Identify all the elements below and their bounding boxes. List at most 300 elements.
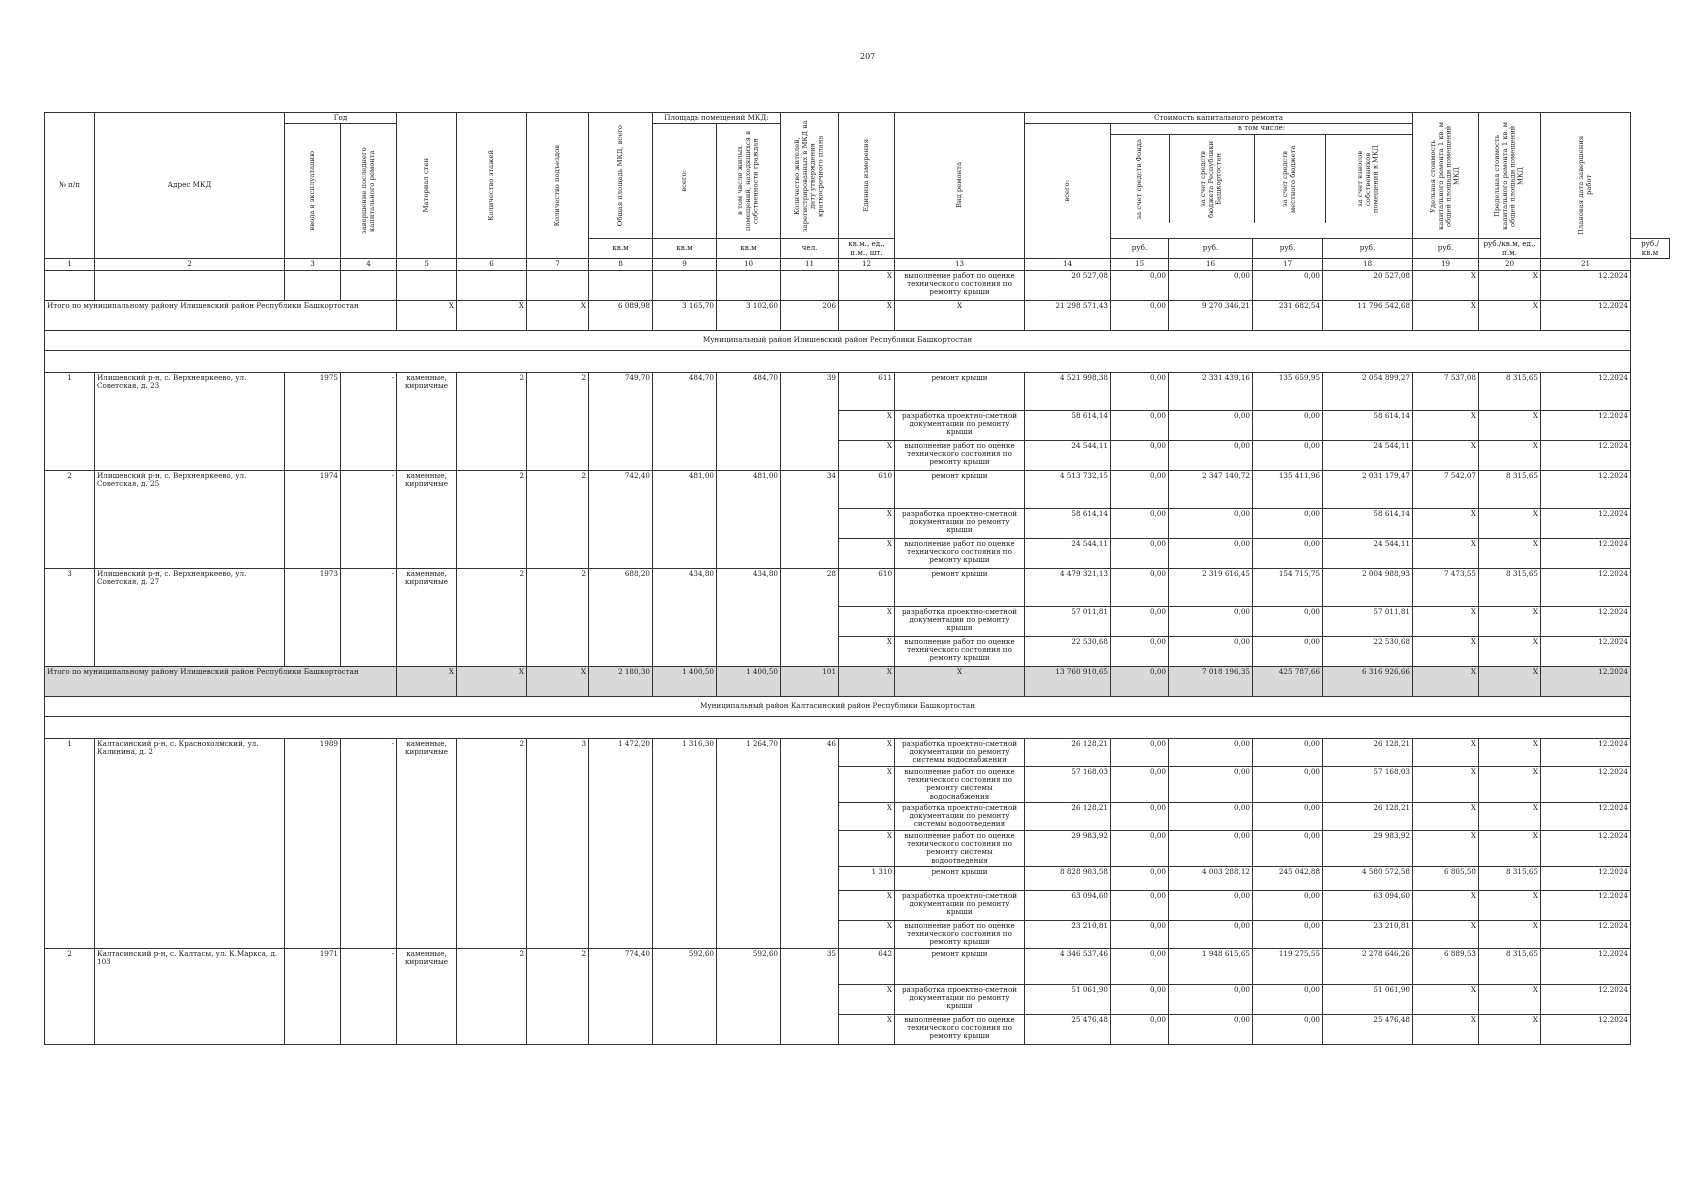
hdr-unit: Единица измерения	[861, 139, 870, 212]
max-cost: X	[1479, 606, 1541, 636]
cost-total: 4 479 321,13	[1025, 568, 1111, 606]
residents: 28	[781, 568, 839, 666]
total-unit: X	[839, 300, 895, 330]
wall-material: каменные, кирпичные	[397, 372, 457, 470]
unit-cost: X	[1413, 606, 1479, 636]
unit-cost: 6 805,50	[1413, 866, 1479, 890]
cost-fund: 0,00	[1111, 538, 1169, 568]
max-cost: 8 315,65	[1479, 866, 1541, 890]
entrances: 2	[527, 568, 589, 666]
entrances: 2	[527, 372, 589, 470]
cost-mb: 0,00	[1253, 508, 1323, 538]
cost-fund: 0,00	[1111, 372, 1169, 410]
total-area: 774,40	[589, 948, 653, 1044]
repair-type: разработка проектно-сметной документации по ремонту крыши	[895, 508, 1025, 538]
cost-owners: 2 004 988,93	[1323, 568, 1413, 606]
year-last-repair: -	[341, 948, 397, 1044]
unit-value: X	[839, 802, 895, 830]
column-number: 18	[1323, 258, 1413, 270]
table-row	[45, 372, 1670, 410]
max-cost: X	[1479, 636, 1541, 666]
column-number: 3	[285, 258, 341, 270]
hdr-num: № п/п	[45, 113, 95, 259]
total-label: Итого по муниципальному району Илишевский район Республики Башкортостан	[45, 666, 397, 696]
plan-date: 12.2024	[1541, 568, 1631, 606]
cost-fund: 0,00	[1111, 636, 1169, 666]
repair-type: ремонт крыши	[895, 948, 1025, 984]
unit-rub-4: руб.	[1323, 239, 1413, 259]
total-residents: 101	[781, 666, 839, 696]
max-cost: X	[1479, 538, 1541, 568]
empty-cell	[781, 270, 839, 300]
unit-cost: X	[1413, 1014, 1479, 1044]
total-x: X	[527, 300, 589, 330]
column-number: 5	[397, 258, 457, 270]
cost-rb: 0,00	[1169, 410, 1253, 440]
cost-rb: 2 347 140,72	[1169, 470, 1253, 508]
max-cost: X	[1479, 440, 1541, 470]
row-number: 1	[45, 372, 95, 470]
unit-value: X	[839, 606, 895, 636]
unit-cost: X	[1413, 410, 1479, 440]
cost-rb: 0,00	[1169, 606, 1253, 636]
total-area-all: 1 400,50	[653, 666, 717, 696]
plan-date: 12.2024	[1541, 766, 1631, 802]
plan-date: 12.2024	[1541, 866, 1631, 890]
unit-value: X	[839, 738, 895, 766]
entrances: 2	[527, 470, 589, 568]
hdr-address: Адрес МКД	[95, 113, 285, 259]
cost-rb: 2 331 439,16	[1169, 372, 1253, 410]
total-row	[45, 300, 1670, 330]
unit-rub-3: руб.	[1253, 239, 1323, 259]
column-numbers-row	[45, 258, 1670, 270]
plan-date: 12.2024	[1541, 1014, 1631, 1044]
section-title: Муниципальный район Калтасинский район Республики Башкортостан	[45, 696, 1631, 716]
total-pred: X	[1479, 300, 1541, 330]
max-cost: 8 315,65	[1479, 948, 1541, 984]
cost-mb: 0,00	[1253, 830, 1323, 866]
max-cost: X	[1479, 1014, 1541, 1044]
wall-material: каменные, кирпичные	[397, 738, 457, 948]
cost-owners: 24 544,11	[1323, 440, 1413, 470]
wall-material: каменные, кирпичные	[397, 470, 457, 568]
cost-rb: 0,00	[1169, 920, 1253, 948]
plan-date: 12.2024	[1541, 636, 1631, 666]
cost-total: 63 094,60	[1025, 890, 1111, 920]
total-area-owned: 1 400,50	[717, 666, 781, 696]
unit-rub-5: руб.	[1413, 239, 1479, 259]
unit-value: 610	[839, 470, 895, 508]
unit-value: X	[839, 984, 895, 1014]
unit-value: 642	[839, 948, 895, 984]
repair-type: разработка проектно-сметной документации по ремонту крыши	[895, 890, 1025, 920]
cost-total: 4 521 998,38	[1025, 372, 1111, 410]
hdr-cost-fund: за счет средств Фонда	[1135, 138, 1144, 220]
cost-rb: 0,00	[1169, 830, 1253, 866]
table-row	[45, 270, 1670, 300]
cost-total: 24 544,11	[1025, 440, 1111, 470]
section-row	[45, 696, 1670, 716]
unit-ed: кв.м., ед., п.м., шт.	[839, 239, 895, 259]
hdr-cost-total: всего:	[1062, 180, 1071, 202]
cost-rb: 0,00	[1169, 738, 1253, 766]
max-cost: X	[1479, 410, 1541, 440]
floors: 2	[457, 738, 527, 948]
cost-fond: 0,00	[1111, 270, 1169, 300]
cost-total: 25 476,48	[1025, 1014, 1111, 1044]
residents: 46	[781, 738, 839, 948]
year-commission: 1975	[285, 372, 341, 470]
cost-total: 58 614,14	[1025, 410, 1111, 440]
unit-rub-total: руб.	[1111, 239, 1169, 259]
total-mb: 425 787,66	[1253, 666, 1323, 696]
repair-type: выполнение работ по оценке технического состояния по ремонту системы водоснабжения	[895, 766, 1025, 802]
floors: 2	[457, 372, 527, 470]
unit-value: X	[839, 440, 895, 470]
page-number: 207	[860, 52, 876, 61]
column-number: 9	[653, 258, 717, 270]
repair-type: выполнение работ по оценке технического состояния по ремонту крыши	[895, 920, 1025, 948]
unit-value: X	[839, 830, 895, 866]
area-owned: 484,70	[717, 372, 781, 470]
cost-rb: 4 003 288,12	[1169, 866, 1253, 890]
hdr-premises-area: Площадь помещений МКД:	[653, 113, 781, 124]
column-number: 19	[1413, 258, 1479, 270]
table-row	[45, 568, 1670, 606]
plan-date: 12.2024	[1541, 470, 1631, 508]
empty-cell	[397, 270, 457, 300]
repair-type: ремонт крыши	[895, 372, 1025, 410]
total-rb: 7 018 196,35	[1169, 666, 1253, 696]
repair-type: ремонт крыши	[895, 470, 1025, 508]
cost-fund: 0,00	[1111, 440, 1169, 470]
total-ud: X	[1413, 300, 1479, 330]
cost-total: 4 346 537,46	[1025, 948, 1111, 984]
total-area: 749,70	[589, 372, 653, 470]
total-repair-type: X	[895, 300, 1025, 330]
total-fond: 0,00	[1111, 300, 1169, 330]
residents: 35	[781, 948, 839, 1044]
cost-owners: 22 530,68	[1323, 636, 1413, 666]
area-all: 1 316,30	[653, 738, 717, 948]
unit-cost: 6 889,53	[1413, 948, 1479, 984]
empty-cell	[45, 350, 1631, 372]
house-address: Илишевский р-н, с. Верхнеяркеево, ул. Советская, д. 27	[95, 568, 285, 666]
column-number: 15	[1111, 258, 1169, 270]
cost-owners: 58 614,14	[1323, 410, 1413, 440]
cost-rb: 2 319 616,45	[1169, 568, 1253, 606]
max-cost: 8 315,65	[1479, 470, 1541, 508]
cost-owners: 57 168,03	[1323, 766, 1413, 802]
cost-mb: 0,00	[1253, 410, 1323, 440]
cost-fund: 0,00	[1111, 1014, 1169, 1044]
unit-cost: X	[1413, 920, 1479, 948]
cost-fund: 0,00	[1111, 766, 1169, 802]
hdr-cost-owners: за счет взносов собственников помещений в МКД	[1356, 145, 1380, 214]
unit-cost: 7 542,07	[1413, 470, 1479, 508]
unit-cost: X	[1413, 738, 1479, 766]
cost-data: 12.2024	[1541, 270, 1631, 300]
total-ud: X	[1413, 666, 1479, 696]
plan-date: 12.2024	[1541, 948, 1631, 984]
unit-rub-2: руб.	[1169, 239, 1253, 259]
total-rb: 9 270 346,21	[1169, 300, 1253, 330]
section-title: Муниципальный район Илишевский район Республики Башкортостан	[45, 330, 1631, 350]
table-row	[45, 470, 1670, 508]
repair-type: разработка проектно-сметной документации по ремонту крыши	[895, 984, 1025, 1014]
cost-total: 23 210,81	[1025, 920, 1111, 948]
total-area-all: 3 165,70	[653, 300, 717, 330]
cost-ud: X	[1413, 270, 1479, 300]
cost-rb: 0,00	[1169, 538, 1253, 568]
plan-date: 12.2024	[1541, 538, 1631, 568]
max-cost: 8 315,65	[1479, 372, 1541, 410]
section-row	[45, 330, 1670, 350]
total-repair-type: X	[895, 666, 1025, 696]
year-commission: 1971	[285, 948, 341, 1044]
cost-total: 4 513 732,15	[1025, 470, 1111, 508]
unit-cost: 7 473,55	[1413, 568, 1479, 606]
hdr-year: Год	[285, 113, 397, 124]
repair-type: выполнение работ по оценке технического состояния по ремонту крыши	[895, 538, 1025, 568]
unit-cost: X	[1413, 830, 1479, 866]
column-number: 6	[457, 258, 527, 270]
max-cost: X	[1479, 830, 1541, 866]
unit-value: X	[839, 270, 895, 300]
cost-mb: 0,00	[1253, 1014, 1323, 1044]
cost-fund: 0,00	[1111, 738, 1169, 766]
unit-cost: X	[1413, 802, 1479, 830]
unit-kvm: кв.м	[589, 239, 653, 259]
unit-value: X	[839, 1014, 895, 1044]
max-cost: X	[1479, 766, 1541, 802]
total-area: 1 472,20	[589, 738, 653, 948]
repair-type: выполнение работ по оценке технического состояния по ремонту крыши	[895, 270, 1025, 300]
plan-date: 12.2024	[1541, 920, 1631, 948]
cost-total: 57 011,81	[1025, 606, 1111, 636]
total-fond: 0,00	[1111, 666, 1169, 696]
row-number: 1	[45, 738, 95, 948]
empty-cell	[95, 270, 285, 300]
cost-fund: 0,00	[1111, 568, 1169, 606]
cost-total: 26 128,21	[1025, 802, 1111, 830]
repair-type: разработка проектно-сметной документации по ремонту крыши	[895, 606, 1025, 636]
cost-fund: 0,00	[1111, 920, 1169, 948]
unit-cost: X	[1413, 508, 1479, 538]
cost-mb: 0,00	[1253, 802, 1323, 830]
empty-cell	[45, 716, 1631, 738]
max-cost: X	[1479, 508, 1541, 538]
floors: 2	[457, 948, 527, 1044]
column-number: 10	[717, 258, 781, 270]
cost-total: 58 614,14	[1025, 508, 1111, 538]
plan-date: 12.2024	[1541, 372, 1631, 410]
house-address: Илишевский р-н, с. Верхнеяркеево, ул. Советская, д. 25	[95, 470, 285, 568]
cost-fund: 0,00	[1111, 984, 1169, 1014]
total-row	[45, 666, 1670, 696]
empty-cell	[527, 270, 589, 300]
cost-owners: 2 031 179,47	[1323, 470, 1413, 508]
hdr-max-cost: Предельная стоимость капитального ремонта 1 кв. м общей площади помещений МКД	[1492, 121, 1525, 230]
cost-owners: 26 128,21	[1323, 802, 1413, 830]
area-owned: 1 264,70	[717, 738, 781, 948]
cost-mb: 0,00	[1253, 920, 1323, 948]
column-number: 14	[1025, 258, 1111, 270]
repair-type: выполнение работ по оценке технического состояния по ремонту крыши	[895, 1014, 1025, 1044]
unit-cost: X	[1413, 538, 1479, 568]
total-data: 12.2024	[1541, 666, 1631, 696]
cost-rb: 0,00	[1169, 270, 1253, 300]
cost-rb: 0,00	[1169, 508, 1253, 538]
wall-material: каменные, кирпичные	[397, 948, 457, 1044]
cost-owners: 51 061,90	[1323, 984, 1413, 1014]
cost-mb: 0,00	[1253, 538, 1323, 568]
column-number: 16	[1169, 258, 1253, 270]
area-owned: 434,80	[717, 568, 781, 666]
cost-fund: 0,00	[1111, 890, 1169, 920]
total-sob: 6 316 926,66	[1323, 666, 1413, 696]
cost-mb: 0,00	[1253, 890, 1323, 920]
total-st: 13 760 910,65	[1025, 666, 1111, 696]
cost-rb: 0,00	[1169, 802, 1253, 830]
empty-cell	[285, 270, 341, 300]
max-cost: X	[1479, 738, 1541, 766]
cost-fund: 0,00	[1111, 866, 1169, 890]
column-number: 12	[839, 258, 895, 270]
unit-cost: X	[1413, 890, 1479, 920]
spacer-row	[45, 350, 1670, 372]
total-x: X	[397, 666, 457, 696]
total-st: 21 298 571,43	[1025, 300, 1111, 330]
cost-owners: 26 128,21	[1323, 738, 1413, 766]
total-unit: X	[839, 666, 895, 696]
cost-total: 22 530,68	[1025, 636, 1111, 666]
year-commission: 1973	[285, 568, 341, 666]
empty-cell	[653, 270, 717, 300]
unit-cost: X	[1413, 636, 1479, 666]
unit-kvm-3: кв.м	[717, 239, 781, 259]
plan-date: 12.2024	[1541, 410, 1631, 440]
plan-date: 12.2024	[1541, 440, 1631, 470]
cost-fund: 0,00	[1111, 606, 1169, 636]
total-x: X	[397, 300, 457, 330]
capital-repair-table	[44, 112, 1670, 1045]
total-area: 2 180,30	[589, 666, 653, 696]
empty-cell	[717, 270, 781, 300]
unit-value: 1 310	[839, 866, 895, 890]
cost-mb: 0,00	[1253, 636, 1323, 666]
unit-cost: X	[1413, 440, 1479, 470]
cost-total: 29 983,92	[1025, 830, 1111, 866]
cost-fund: 0,00	[1111, 948, 1169, 984]
total-data: 12.2024	[1541, 300, 1631, 330]
column-number: 8	[589, 258, 653, 270]
hdr-cost-rb: за счет средств бюджета Республики Башкортостан	[1199, 140, 1223, 218]
cost-mb: 135 659,95	[1253, 372, 1323, 410]
entrances: 2	[527, 948, 589, 1044]
area-all: 484,70	[653, 372, 717, 470]
unit-cost: X	[1413, 984, 1479, 1014]
total-sob: 11 796 542,68	[1323, 300, 1413, 330]
repair-type: разработка проектно-сметной документации по ремонту крыши	[895, 410, 1025, 440]
cost-rb: 0,00	[1169, 440, 1253, 470]
cost-rb: 0,00	[1169, 1014, 1253, 1044]
repair-type: выполнение работ по оценке технического состояния по ремонту крыши	[895, 636, 1025, 666]
hdr-unit-cost: Удельная стоимость капитального ремонта 1 кв. м общей площади помещений МКД	[1428, 121, 1461, 230]
row-number: 2	[45, 948, 95, 1044]
cost-mb: 0,00	[1253, 270, 1323, 300]
floors: 2	[457, 568, 527, 666]
unit-pred: руб./кв.м	[1631, 239, 1670, 259]
plan-date: 12.2024	[1541, 984, 1631, 1014]
cost-rb: 1 948 615,65	[1169, 948, 1253, 984]
cost-owners: 2 054 899,27	[1323, 372, 1413, 410]
cost-rb: 0,00	[1169, 984, 1253, 1014]
area-all: 434,80	[653, 568, 717, 666]
cost-rb: 0,00	[1169, 890, 1253, 920]
repair-type: ремонт крыши	[895, 568, 1025, 606]
repair-type: ремонт крыши	[895, 866, 1025, 890]
cost-owners: 58 614,14	[1323, 508, 1413, 538]
unit-value: X	[839, 410, 895, 440]
total-x: X	[457, 666, 527, 696]
unit-value: 611	[839, 372, 895, 410]
area-all: 481,00	[653, 470, 717, 568]
unit-value: X	[839, 636, 895, 666]
cost-sob: 20 527,08	[1323, 270, 1413, 300]
year-last-repair: -	[341, 372, 397, 470]
total-mb: 231 682,54	[1253, 300, 1323, 330]
hdr-floors: Количество этажей	[486, 150, 495, 221]
total-area: 742,40	[589, 470, 653, 568]
header-row-1	[45, 113, 1670, 124]
total-x: X	[527, 666, 589, 696]
cost-mb: 0,00	[1253, 606, 1323, 636]
hdr-entrances: Количество подъездов	[552, 144, 561, 227]
unit-kvm-2: кв.м	[653, 239, 717, 259]
max-cost: 8 315,65	[1479, 568, 1541, 606]
entrances: 3	[527, 738, 589, 948]
column-number: 21	[1541, 258, 1631, 270]
cost-mb: 0,00	[1253, 984, 1323, 1014]
cost-fund: 0,00	[1111, 830, 1169, 866]
column-number: 17	[1253, 258, 1323, 270]
column-number: 11	[781, 258, 839, 270]
floors: 2	[457, 470, 527, 568]
unit-ud: руб./кв.м, ед., п.м.	[1479, 239, 1541, 259]
repair-type: разработка проектно-сметной документации по ремонту системы водоснабжения	[895, 738, 1025, 766]
cost-rb: 0,00	[1169, 766, 1253, 802]
hdr-area-owned: в том числе жилых помещений, находящихся в собственности граждан	[735, 131, 760, 232]
wall-material: каменные, кирпичные	[397, 568, 457, 666]
plan-date: 12.2024	[1541, 890, 1631, 920]
cost-mb: 245 042,88	[1253, 866, 1323, 890]
column-number: 4	[341, 258, 397, 270]
cost-owners: 23 210,81	[1323, 920, 1413, 948]
plan-date: 12.2024	[1541, 830, 1631, 866]
cost-owners: 2 278 646,26	[1323, 948, 1413, 984]
hdr-material: Материал стен	[421, 158, 430, 213]
year-last-repair: -	[341, 568, 397, 666]
plan-date: 12.2024	[1541, 738, 1631, 766]
cost-fund: 0,00	[1111, 410, 1169, 440]
total-area-owned: 3 102,60	[717, 300, 781, 330]
total-residents: 206	[781, 300, 839, 330]
repair-type: выполнение работ по оценке технического состояния по ремонту системы водоотведения	[895, 830, 1025, 866]
spacer-row	[45, 716, 1670, 738]
cost-owners: 29 983,92	[1323, 830, 1413, 866]
